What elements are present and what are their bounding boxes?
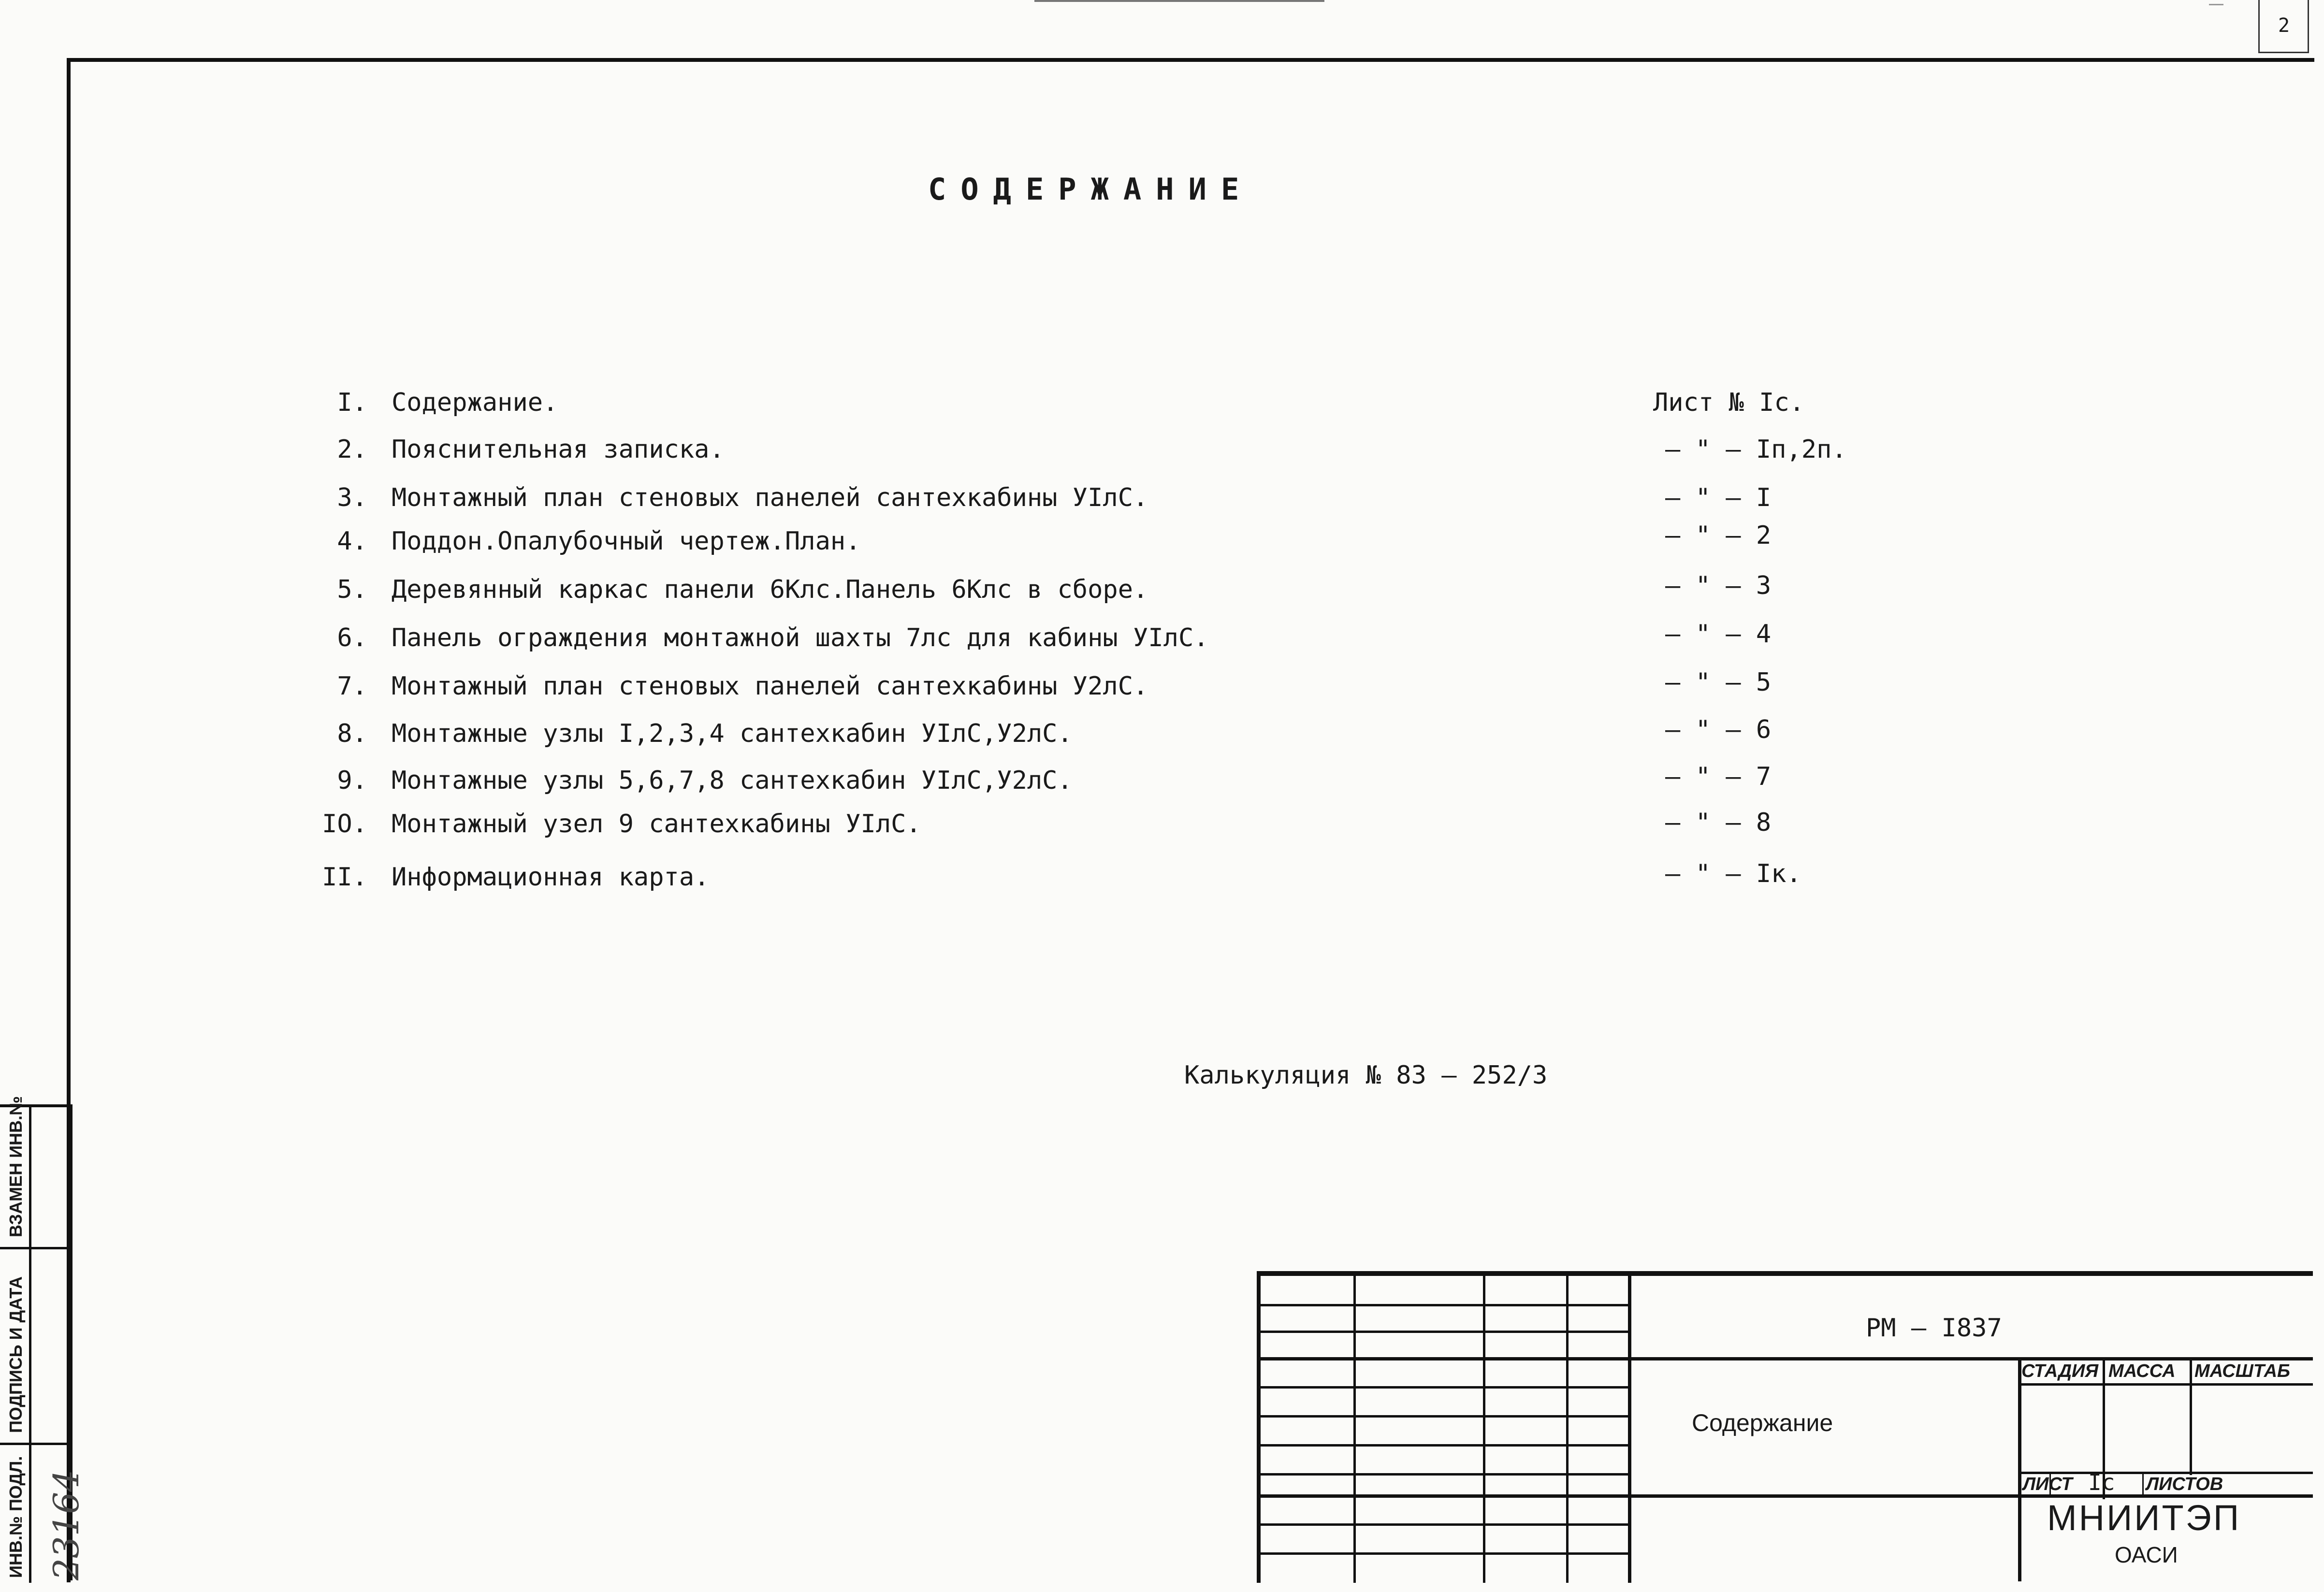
scan-mark [1034,0,1324,2]
grid-line [1259,1473,1629,1476]
grid-line [1628,1274,1631,1583]
grid-line [1353,1274,1356,1583]
organization-name: МНИИТЭП [2047,1498,2241,1538]
grid-line [1259,1444,1629,1447]
item-text: Монтажный план стеновых панелей сантехкабины У2лС. [392,672,1148,701]
item-text: Панель ограждения монтажной шахты 7лс для кабины УIлС. [392,623,1209,652]
sheet-ref: Лист № Iс. [1653,388,1805,417]
sheet-ref: – " – 2 [1665,521,1772,550]
item-text: Информационная карта. [392,863,710,892]
grid-line [2190,1359,2192,1475]
item-number: 3. [337,483,367,512]
sheet-ref: – " – 8 [1665,808,1772,837]
grid-line [1259,1304,1629,1306]
grid-line [0,1443,73,1445]
grid-line [1259,1523,1629,1526]
grid-line [1259,1415,1629,1418]
calculation-number: Калькуляция № 83 – 252/3 [1184,1061,1548,1090]
item-text: Монтажные узлы I,2,3,4 сантехкабин УIлС,У2лС. [392,719,1073,748]
item-text: Поддон.Опалубочный чертеж.План. [392,527,861,556]
grid-line [1483,1274,1485,1583]
sheets-label: ЛИСТОВ [2146,1474,2223,1494]
item-number: 4. [337,527,367,556]
document-name: Содержание [1692,1409,1833,1436]
handwritten-inventory-number: 23164 [46,1469,87,1580]
grid-line [1259,1331,1629,1333]
stamp-label-inv-orig: ИНВ.№ ПОДЛ. [6,1456,26,1578]
page-title: СОДЕРЖАНИЕ [928,172,1254,207]
organization-subtitle: ОАСИ [2115,1542,2178,1567]
mass-label: МАССА [2108,1361,2176,1381]
scale-label: МАСШТАБ [2194,1361,2290,1381]
item-text: Содержание. [392,388,558,417]
document-code: РМ – I837 [1866,1314,2002,1343]
item-text: Монтажный узел 9 сантехкабины УIлС. [392,810,921,839]
grid-line [1259,1357,2313,1360]
stamp-label-replace-inv: ВЗАМЕН ИНВ.№ [6,1096,26,1237]
item-number: 6. [337,623,367,652]
sheet-ref: – " – Iк. [1665,859,1801,888]
grid-line [1259,1386,1629,1389]
sheet-value: Iс [2088,1469,2115,1495]
grid-line [2018,1359,2021,1581]
item-number: IO. [322,810,367,839]
sheet-ref: – " – 5 [1665,668,1772,697]
grid-line [1566,1274,1569,1583]
item-number: 8. [337,719,367,748]
item-number: 7. [337,672,367,701]
sheet-ref: – " – 3 [1665,571,1772,600]
grid-line [2019,1383,2313,1386]
item-text: Пояснительная записка. [392,435,725,464]
item-text: Монтажный план стеновых панелей сантехкабины УIлС. [392,483,1148,512]
sheet-label: ЛИСТ [2023,1474,2073,1494]
sheet-number: 2 [2278,14,2290,37]
sheet-ref: – " – 6 [1665,715,1772,744]
item-number: 5. [337,575,367,604]
sheet-ref: – " – 7 [1665,762,1772,791]
grid-line [29,1107,31,1583]
item-text: Деревянный каркас панели 6Клс.Панель 6Клс в сборе. [392,575,1148,604]
item-text: Монтажные узлы 5,6,7,8 сантехкабин УIлС,У2лС. [392,766,1073,795]
sheet-ref: – " – I [1665,483,1772,512]
sheet-ref: – " – 4 [1665,620,1772,649]
stage-label: СТАДИЯ [2021,1361,2099,1381]
grid-line [1259,1552,1629,1555]
sheet-ref: – " – Iп,2п. [1665,435,1847,464]
scan-mark [2209,4,2223,5]
stamp-label-sign-date: ПОДПИСЬ И ДАТА [6,1276,26,1433]
item-number: I. [337,388,367,417]
grid-line [2142,1472,2144,1496]
grid-line [0,1247,73,1249]
item-number: 9. [337,766,367,795]
item-number: II. [322,863,367,892]
item-number: 2. [337,435,367,464]
